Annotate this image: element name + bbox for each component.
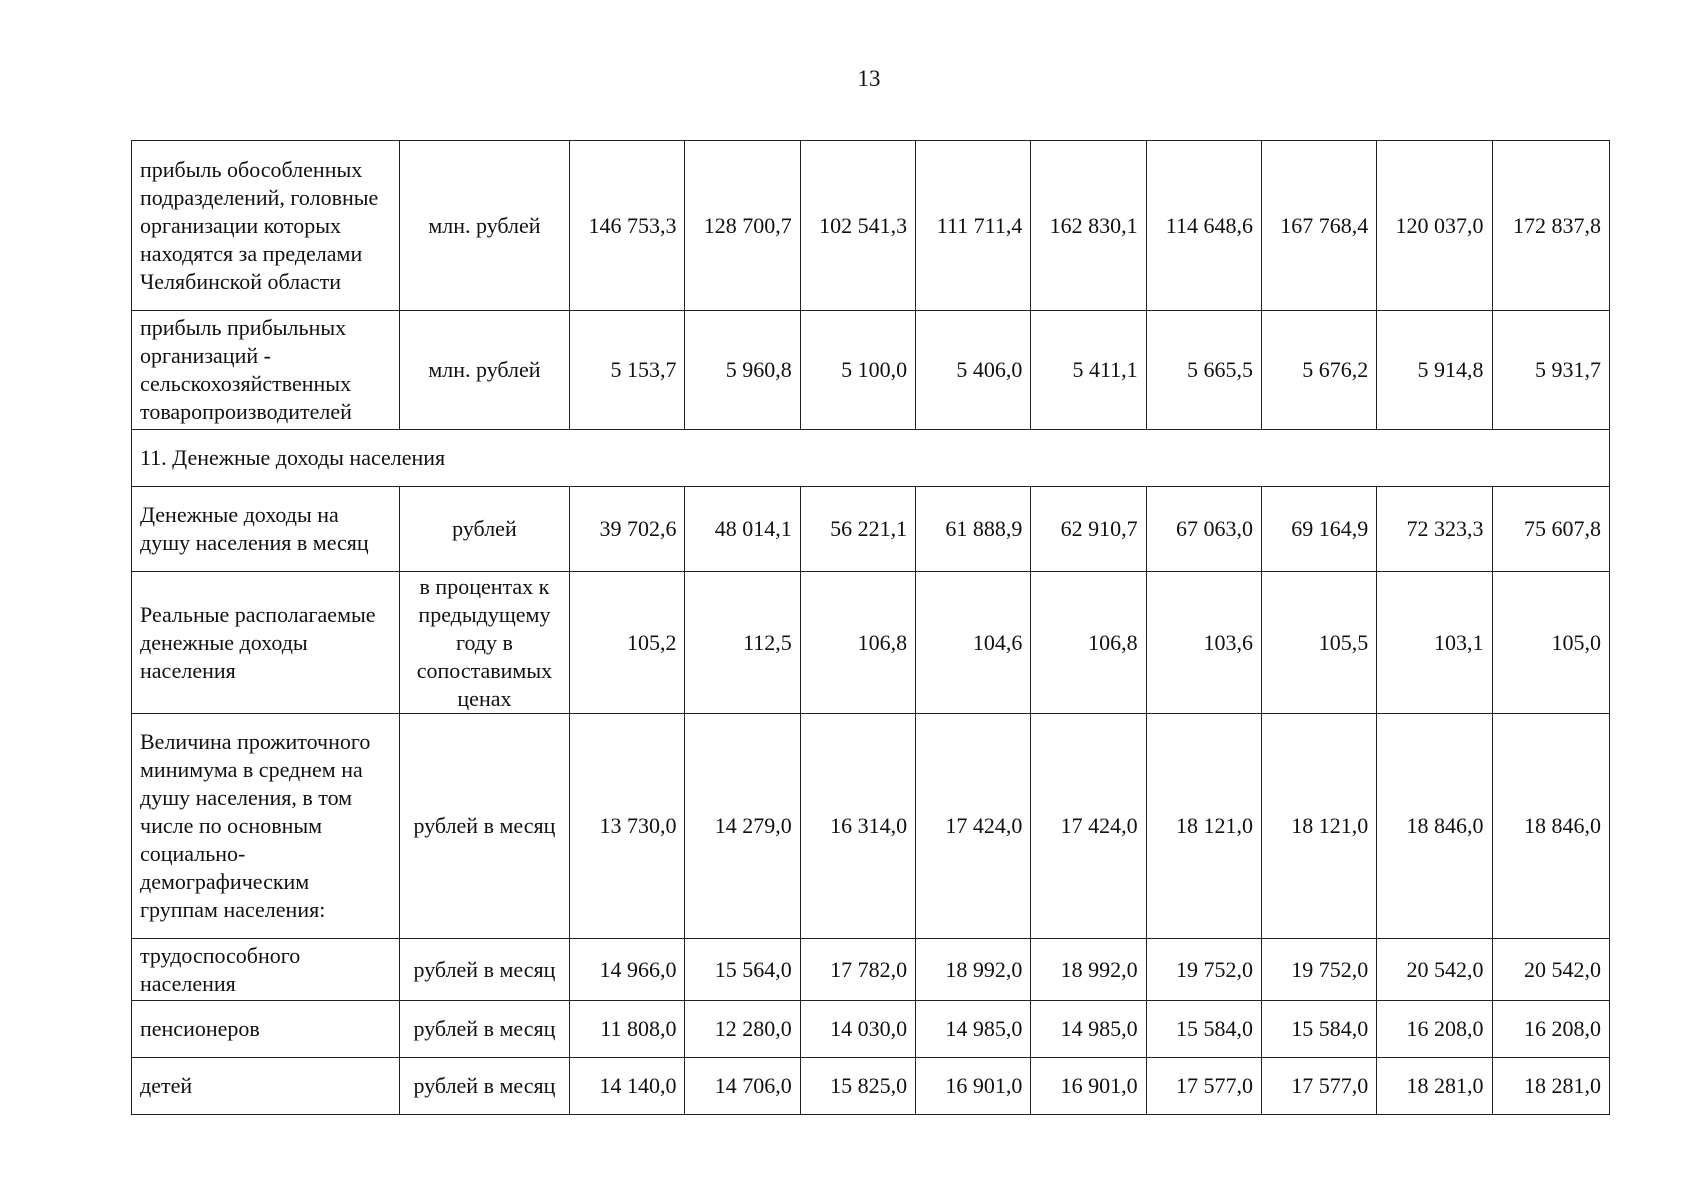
value-cell: 14 030,0 [800, 1001, 915, 1058]
value-cell: 16 314,0 [800, 714, 915, 939]
value-cell: 15 825,0 [800, 1058, 915, 1115]
value-cell: 18 121,0 [1261, 714, 1376, 939]
value-cell: 120 037,0 [1377, 141, 1492, 311]
row-unit: рублей [399, 487, 569, 572]
value-cell: 18 992,0 [916, 939, 1031, 1001]
value-cell: 48 014,1 [685, 487, 800, 572]
value-cell: 105,2 [570, 572, 685, 714]
value-cell: 5 406,0 [916, 311, 1031, 430]
value-cell: 5 411,1 [1031, 311, 1146, 430]
value-cell: 39 702,6 [570, 487, 685, 572]
section-title: 11. Денежные доходы населения [132, 430, 1610, 487]
value-cell: 162 830,1 [1031, 141, 1146, 311]
table-row [132, 1001, 1610, 1058]
value-cell: 18 846,0 [1492, 714, 1609, 939]
value-cell: 5 931,7 [1492, 311, 1609, 430]
row-unit: рублей в месяц [399, 714, 569, 939]
value-cell: 14 985,0 [1031, 1001, 1146, 1058]
value-cell: 18 281,0 [1377, 1058, 1492, 1115]
value-cell: 5 960,8 [685, 311, 800, 430]
table-row [132, 487, 1610, 572]
value-cell: 14 966,0 [570, 939, 685, 1001]
page-number: 13 [857, 66, 881, 91]
value-cell: 16 208,0 [1377, 1001, 1492, 1058]
value-cell: 18 121,0 [1146, 714, 1261, 939]
row-unit: в процентах к предыдущему году в сопоставимых ценах [399, 572, 569, 714]
row-label: прибыль обособленных подразделений, головные организации которых находятся за пределами Челябинской области [132, 141, 400, 311]
value-cell: 20 542,0 [1492, 939, 1609, 1001]
value-cell: 103,1 [1377, 572, 1492, 714]
value-cell: 19 752,0 [1146, 939, 1261, 1001]
value-cell: 14 140,0 [570, 1058, 685, 1115]
value-cell: 105,5 [1261, 572, 1376, 714]
value-cell: 15 584,0 [1146, 1001, 1261, 1058]
value-cell: 14 279,0 [685, 714, 800, 939]
value-cell: 16 901,0 [1031, 1058, 1146, 1115]
value-cell: 16 208,0 [1492, 1001, 1609, 1058]
value-cell: 14 985,0 [916, 1001, 1031, 1058]
value-cell: 18 992,0 [1031, 939, 1146, 1001]
value-cell: 5 100,0 [800, 311, 915, 430]
value-cell: 103,6 [1146, 572, 1261, 714]
value-cell: 112,5 [685, 572, 800, 714]
value-cell: 5 153,7 [570, 311, 685, 430]
value-cell: 69 164,9 [1261, 487, 1376, 572]
value-cell: 102 541,3 [800, 141, 915, 311]
row-label: Реальные располагаемые денежные доходы населения [132, 572, 400, 714]
row-label: детей [132, 1058, 400, 1115]
table-row [132, 1058, 1610, 1115]
value-cell: 114 648,6 [1146, 141, 1261, 311]
value-cell: 61 888,9 [916, 487, 1031, 572]
row-label: Величина прожиточного минимума в среднем на душу населения, в том числе по основным социально-демографическим группам населения: [132, 714, 400, 939]
value-cell: 17 577,0 [1146, 1058, 1261, 1115]
indicators-table [131, 140, 1610, 1115]
value-cell: 5 676,2 [1261, 311, 1376, 430]
value-cell: 19 752,0 [1261, 939, 1376, 1001]
value-cell: 15 584,0 [1261, 1001, 1376, 1058]
value-cell: 18 281,0 [1492, 1058, 1609, 1115]
value-cell: 67 063,0 [1146, 487, 1261, 572]
value-cell: 12 280,0 [685, 1001, 800, 1058]
value-cell: 17 424,0 [1031, 714, 1146, 939]
row-label: прибыль прибыльных организаций - сельскохозяйственных товаропроизводителей [132, 311, 400, 430]
table-row [132, 939, 1610, 1001]
section-row [132, 430, 1610, 487]
value-cell: 16 901,0 [916, 1058, 1031, 1115]
value-cell: 106,8 [1031, 572, 1146, 714]
value-cell: 172 837,8 [1492, 141, 1609, 311]
value-cell: 104,6 [916, 572, 1031, 714]
value-cell: 111 711,4 [916, 141, 1031, 311]
table-row [132, 141, 1610, 311]
value-cell: 128 700,7 [685, 141, 800, 311]
value-cell: 17 782,0 [800, 939, 915, 1001]
value-cell: 56 221,1 [800, 487, 915, 572]
value-cell: 14 706,0 [685, 1058, 800, 1115]
value-cell: 18 846,0 [1377, 714, 1492, 939]
value-cell: 5 665,5 [1146, 311, 1261, 430]
row-label: Денежные доходы на душу населения в месяц [132, 487, 400, 572]
row-label: трудоспособного населения [132, 939, 400, 1001]
table-row [132, 714, 1610, 939]
value-cell: 106,8 [800, 572, 915, 714]
row-unit: млн. рублей [399, 311, 569, 430]
table-row [132, 311, 1610, 430]
value-cell: 62 910,7 [1031, 487, 1146, 572]
value-cell: 75 607,8 [1492, 487, 1609, 572]
table-row [132, 572, 1610, 714]
value-cell: 17 577,0 [1261, 1058, 1376, 1115]
value-cell: 5 914,8 [1377, 311, 1492, 430]
value-cell: 11 808,0 [570, 1001, 685, 1058]
value-cell: 146 753,3 [570, 141, 685, 311]
row-label: пенсионеров [132, 1001, 400, 1058]
row-unit: рублей в месяц [399, 1001, 569, 1058]
value-cell: 72 323,3 [1377, 487, 1492, 572]
value-cell: 13 730,0 [570, 714, 685, 939]
value-cell: 20 542,0 [1377, 939, 1492, 1001]
value-cell: 17 424,0 [916, 714, 1031, 939]
value-cell: 105,0 [1492, 572, 1609, 714]
row-unit: рублей в месяц [399, 1058, 569, 1115]
value-cell: 15 564,0 [685, 939, 800, 1001]
row-unit: млн. рублей [399, 141, 569, 311]
value-cell: 167 768,4 [1261, 141, 1376, 311]
row-unit: рублей в месяц [399, 939, 569, 1001]
